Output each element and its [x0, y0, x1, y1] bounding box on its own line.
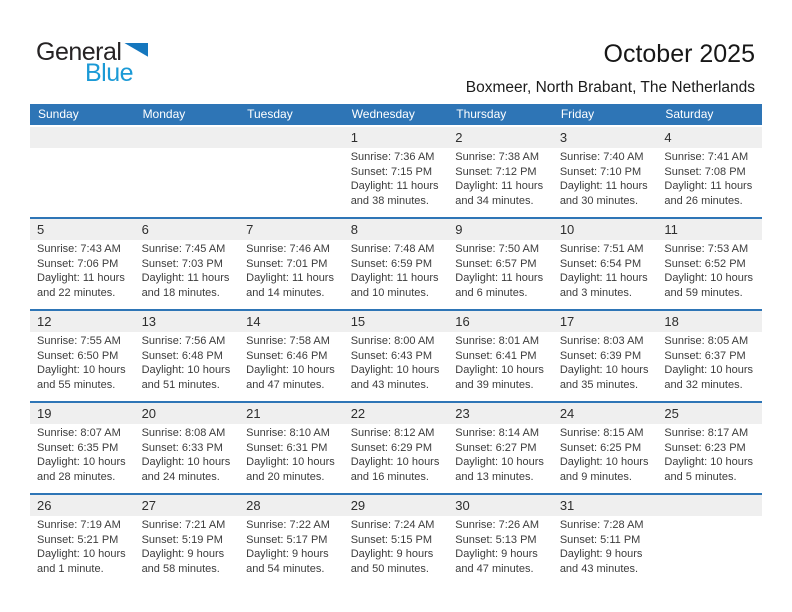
day-info-line: and 30 minutes. — [559, 194, 639, 207]
day-info-line: and 20 minutes. — [246, 470, 325, 483]
day-info-line: Sunrise: 7:43 AM — [37, 243, 121, 255]
day-info-line: Sunrise: 7:48 AM — [350, 243, 435, 255]
day-number: 30 — [455, 498, 470, 513]
day-info-line: Daylight: 11 hours — [664, 180, 753, 192]
day-info-line: Sunrise: 8:12 AM — [350, 427, 435, 439]
day-info-line: Sunrise: 7:36 AM — [350, 151, 435, 163]
empty-day-number — [657, 495, 762, 516]
day-info-line: Daylight: 10 hours — [141, 456, 231, 468]
day-info-line: Daylight: 10 hours — [246, 364, 335, 376]
day-info-line: Daylight: 11 hours — [350, 272, 439, 284]
day-cell — [448, 242, 553, 309]
day-info-line: Daylight: 11 hours — [350, 180, 439, 192]
day-info-line: and 18 minutes. — [141, 286, 220, 299]
day-info-line: Sunrise: 7:40 AM — [559, 151, 644, 163]
day-info-line: Sunset: 7:03 PM — [141, 257, 223, 270]
day-info-line: Sunrise: 7:41 AM — [664, 151, 749, 163]
day-info-line: Sunrise: 7:50 AM — [455, 243, 540, 255]
day-info-line: Sunset: 6:59 PM — [350, 257, 433, 270]
day-info-line: Daylight: 10 hours — [246, 456, 335, 468]
week-row — [30, 127, 762, 217]
day-info-line: Daylight: 11 hours — [37, 272, 125, 284]
day-info-line: Daylight: 9 hours — [246, 548, 329, 560]
day-number: 28 — [246, 498, 261, 513]
weekday-header-monday: Monday — [142, 107, 186, 121]
day-info-line: Daylight: 9 hours — [141, 548, 225, 560]
day-info-line: Daylight: 10 hours — [559, 364, 649, 376]
day-info-line: Daylight: 10 hours — [37, 456, 126, 468]
day-number: 29 — [350, 498, 366, 513]
day-info-line: Daylight: 10 hours — [37, 548, 126, 560]
day-info-line: and 32 minutes. — [664, 378, 743, 391]
day-number: 23 — [455, 406, 470, 421]
day-info-line: and 16 minutes. — [350, 470, 429, 483]
day-cell — [448, 426, 553, 493]
day-number: 22 — [350, 406, 366, 421]
day-cell — [135, 426, 240, 493]
day-info-line: Sunset: 6:27 PM — [455, 441, 537, 454]
day-info-line: and 22 minutes. — [37, 286, 116, 299]
empty-day-number — [30, 127, 135, 148]
day-info-line: and 50 minutes. — [350, 562, 429, 575]
day-info-line: Daylight: 11 hours — [455, 272, 544, 284]
day-info-line: Daylight: 10 hours — [559, 456, 649, 468]
logo-text-blue: Blue — [85, 59, 134, 87]
day-info-line: Sunset: 5:21 PM — [37, 533, 119, 546]
day-info-line: Sunrise: 8:08 AM — [141, 427, 226, 439]
day-number-band — [30, 219, 762, 240]
day-info-line: Sunset: 6:29 PM — [350, 441, 433, 454]
day-info-line: Sunrise: 7:21 AM — [141, 519, 226, 531]
day-info-line: Sunrise: 7:22 AM — [246, 519, 330, 531]
day-info-line: Daylight: 10 hours — [455, 364, 544, 376]
day-info-line: and 54 minutes. — [246, 562, 325, 575]
day-info-line: Sunrise: 7:24 AM — [350, 519, 435, 531]
day-cell — [344, 518, 449, 585]
day-number: 16 — [455, 314, 470, 329]
day-info-line: Daylight: 11 hours — [141, 272, 230, 284]
day-info-line: Sunrise: 8:17 AM — [664, 427, 749, 439]
day-cell — [239, 242, 344, 309]
day-info-line: and 13 minutes. — [455, 470, 534, 483]
day-info-line: and 28 minutes. — [37, 470, 116, 483]
day-content-row — [30, 516, 762, 585]
day-info-line: Daylight: 11 hours — [246, 272, 334, 284]
day-info-line: and 34 minutes. — [455, 194, 534, 207]
logo-text-general: General — [36, 38, 122, 66]
day-info-line: and 51 minutes. — [141, 378, 220, 391]
day-info-line: Sunrise: 7:26 AM — [455, 519, 540, 531]
day-cell — [30, 242, 135, 309]
day-info-line: Daylight: 10 hours — [37, 364, 126, 376]
day-info-line: Sunset: 7:10 PM — [559, 165, 642, 178]
day-info-line: Daylight: 10 hours — [664, 456, 754, 468]
day-number: 12 — [37, 314, 52, 329]
day-cell — [448, 334, 553, 401]
empty-day-cell — [239, 150, 344, 217]
day-info-line: Sunset: 6:43 PM — [350, 349, 433, 362]
day-info-line: Sunset: 7:15 PM — [350, 165, 433, 178]
day-info-line: Sunset: 7:01 PM — [246, 257, 328, 270]
day-info-line: Sunrise: 7:46 AM — [246, 243, 330, 255]
day-info-line: Sunset: 6:48 PM — [141, 349, 223, 362]
day-info-line: and 9 minutes. — [559, 470, 632, 483]
empty-day-cell — [30, 150, 135, 217]
empty-day-cell — [657, 518, 762, 585]
day-number: 4 — [664, 130, 672, 145]
day-info-line: Sunset: 5:11 PM — [559, 533, 641, 546]
day-info-line: and 1 minute. — [37, 562, 104, 575]
day-number: 8 — [350, 222, 358, 237]
week-row — [30, 401, 762, 493]
empty-day-number — [239, 127, 344, 148]
day-number: 20 — [141, 406, 157, 421]
day-cell — [448, 518, 553, 585]
day-cell — [135, 242, 240, 309]
day-info-line: and 43 minutes. — [559, 562, 639, 575]
weekday-header-row — [30, 104, 762, 125]
day-info-line: and 3 minutes. — [559, 286, 632, 299]
day-cell — [30, 518, 135, 585]
day-number: 5 — [37, 222, 45, 237]
day-info-line: Sunrise: 7:19 AM — [37, 519, 121, 531]
day-info-line: Daylight: 10 hours — [141, 364, 231, 376]
location-subtitle: Boxmeer, North Brabant, The Netherlands — [465, 79, 755, 96]
day-cell — [239, 334, 344, 401]
day-number: 18 — [664, 314, 679, 329]
day-number: 2 — [455, 130, 463, 145]
day-info-line: Sunset: 6:41 PM — [455, 349, 537, 362]
day-content-row — [30, 332, 762, 401]
day-info-line: Sunset: 6:46 PM — [246, 349, 328, 362]
day-info-line: Sunrise: 7:53 AM — [664, 243, 749, 255]
day-info-line: and 43 minutes. — [350, 378, 429, 391]
weekday-header-wednesday: Wednesday — [351, 107, 415, 121]
day-cell — [135, 334, 240, 401]
weekday-header-saturday: Saturday — [665, 107, 714, 121]
day-info-line: Sunset: 6:37 PM — [664, 349, 746, 362]
day-info-line: Sunset: 6:52 PM — [664, 257, 746, 270]
day-number: 21 — [246, 406, 261, 421]
day-info-line: and 6 minutes. — [455, 286, 528, 299]
day-number: 31 — [559, 498, 575, 513]
day-info-line: Daylight: 9 hours — [559, 548, 643, 560]
day-info-line: Sunrise: 7:45 AM — [141, 243, 226, 255]
day-info-line: Sunset: 6:31 PM — [246, 441, 328, 454]
day-number-band — [30, 311, 762, 332]
day-info-line: and 26 minutes. — [664, 194, 743, 207]
day-content-row — [30, 424, 762, 493]
day-info-line: Daylight: 11 hours — [455, 180, 544, 192]
day-info-line: Daylight: 9 hours — [350, 548, 434, 560]
day-info-line: and 38 minutes. — [350, 194, 429, 207]
day-info-line: Sunrise: 8:00 AM — [350, 335, 435, 347]
day-info-line: and 47 minutes. — [246, 378, 325, 391]
day-info-line: Sunrise: 7:58 AM — [246, 335, 330, 347]
day-info-line: and 39 minutes. — [455, 378, 534, 391]
day-cell — [135, 518, 240, 585]
day-cell — [344, 426, 449, 493]
day-cell — [344, 242, 449, 309]
day-info-line: and 55 minutes. — [37, 378, 116, 391]
weekday-header-friday: Friday — [560, 107, 595, 121]
weekday-header-sunday: Sunday — [38, 107, 79, 121]
day-content-row — [30, 148, 762, 217]
week-row — [30, 309, 762, 401]
day-cell — [657, 150, 762, 217]
day-number-band — [30, 403, 762, 424]
day-cell — [344, 150, 449, 217]
day-number: 3 — [559, 130, 568, 145]
day-cell — [344, 334, 449, 401]
day-cell — [553, 150, 658, 217]
day-cell — [30, 426, 135, 493]
day-info-line: Sunset: 6:25 PM — [559, 441, 642, 454]
day-number: 27 — [141, 498, 157, 513]
day-info-line: and 14 minutes. — [246, 286, 325, 299]
day-info-line: Sunset: 7:06 PM — [37, 257, 119, 270]
day-info-line: Daylight: 10 hours — [350, 456, 440, 468]
page-title: October 2025 — [603, 40, 755, 68]
day-cell — [239, 426, 344, 493]
day-info-line: Sunset: 6:54 PM — [559, 257, 642, 270]
day-info-line: and 10 minutes. — [350, 286, 429, 299]
day-info-line: Sunrise: 8:05 AM — [664, 335, 749, 347]
day-info-line: Daylight: 10 hours — [455, 456, 544, 468]
day-info-line: Sunrise: 8:01 AM — [455, 335, 540, 347]
day-info-line: and 59 minutes. — [664, 286, 743, 299]
day-number: 15 — [350, 314, 366, 329]
day-info-line: Sunset: 5:13 PM — [455, 533, 537, 546]
day-info-line: Sunset: 7:08 PM — [664, 165, 746, 178]
day-cell — [657, 242, 762, 309]
day-cell — [239, 518, 344, 585]
day-info-line: Sunrise: 8:15 AM — [559, 427, 644, 439]
empty-day-number — [135, 127, 240, 148]
day-info-line: Sunset: 6:39 PM — [559, 349, 642, 362]
day-number: 19 — [37, 406, 52, 421]
day-number: 7 — [246, 222, 254, 237]
calendar-grid — [30, 127, 762, 585]
day-info-line: Daylight: 10 hours — [664, 272, 754, 284]
day-info-line: Sunset: 7:12 PM — [455, 165, 537, 178]
day-info-line: Sunrise: 7:56 AM — [141, 335, 226, 347]
day-info-line: Sunset: 6:50 PM — [37, 349, 119, 362]
day-cell — [553, 518, 658, 585]
weekday-header-tuesday: Tuesday — [247, 107, 293, 121]
day-info-line: Sunrise: 8:07 AM — [37, 427, 121, 439]
day-number-band — [30, 495, 762, 516]
day-info-line: Daylight: 10 hours — [350, 364, 440, 376]
week-row — [30, 493, 762, 585]
day-info-line: Sunrise: 7:28 AM — [559, 519, 644, 531]
day-info-line: Sunrise: 7:51 AM — [559, 243, 644, 255]
day-info-line: Sunset: 6:35 PM — [37, 441, 119, 454]
day-number: 6 — [141, 222, 149, 237]
day-number: 10 — [559, 222, 575, 237]
day-number: 17 — [559, 314, 575, 329]
day-number: 13 — [141, 314, 157, 329]
day-cell — [553, 242, 658, 309]
day-cell — [553, 426, 658, 493]
day-info-line: and 24 minutes. — [141, 470, 220, 483]
day-info-line: Sunrise: 7:55 AM — [37, 335, 121, 347]
weekday-header-thursday: Thursday — [456, 107, 507, 121]
day-number: 25 — [664, 406, 679, 421]
day-info-line: Sunset: 5:19 PM — [141, 533, 223, 546]
day-info-line: Daylight: 11 hours — [559, 180, 648, 192]
day-info-line: Sunset: 6:57 PM — [455, 257, 537, 270]
day-number: 9 — [455, 222, 463, 237]
day-info-line: Sunset: 6:33 PM — [141, 441, 223, 454]
day-info-line: Sunrise: 8:14 AM — [455, 427, 540, 439]
calendar-table — [30, 104, 762, 585]
day-info-line: and 47 minutes. — [455, 562, 534, 575]
day-info-line: Daylight: 10 hours — [664, 364, 754, 376]
day-cell — [448, 150, 553, 217]
empty-day-cell — [135, 150, 240, 217]
day-info-line: Daylight: 9 hours — [455, 548, 538, 560]
logo-triangle-icon — [124, 43, 148, 57]
day-number: 24 — [559, 406, 575, 421]
day-info-line: and 35 minutes. — [559, 378, 639, 391]
day-content-row — [30, 240, 762, 309]
day-info-line: Sunset: 5:15 PM — [350, 533, 433, 546]
day-info-line: Sunrise: 8:03 AM — [559, 335, 644, 347]
day-cell — [553, 334, 658, 401]
day-cell — [657, 334, 762, 401]
day-info-line: Daylight: 11 hours — [559, 272, 648, 284]
day-info-line: and 58 minutes. — [141, 562, 220, 575]
general-blue-logo — [36, 40, 148, 86]
day-number: 11 — [664, 222, 678, 237]
day-number: 1 — [350, 130, 358, 145]
day-cell — [657, 426, 762, 493]
day-info-line: Sunrise: 8:10 AM — [246, 427, 330, 439]
week-row — [30, 217, 762, 309]
day-number-band — [30, 127, 762, 148]
day-info-line: and 5 minutes. — [664, 470, 737, 483]
day-number: 26 — [37, 498, 52, 513]
day-info-line: Sunset: 6:23 PM — [664, 441, 746, 454]
day-cell — [30, 334, 135, 401]
day-number: 14 — [246, 314, 261, 329]
day-info-line: Sunset: 5:17 PM — [246, 533, 328, 546]
day-info-line: Sunrise: 7:38 AM — [455, 151, 540, 163]
